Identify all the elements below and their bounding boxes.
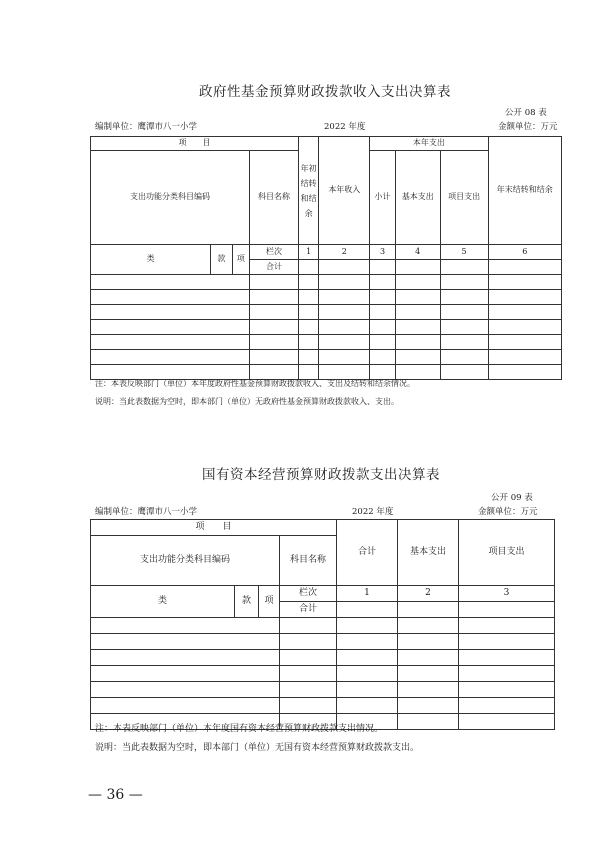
t1-header-project-exp: 项目支出 (440, 151, 488, 245)
t1-cell (488, 260, 561, 275)
t1-col-num: 2 (319, 245, 370, 260)
table2-explain: 说明：当此表数据为空时，即本部门（单位）无国有资本经营预算财政拨款支出。 (95, 743, 420, 753)
t2-lanci: 栏次 (280, 586, 337, 602)
t2-header-lei: 类 (91, 586, 235, 618)
table1 (90, 136, 562, 380)
t2-cell (398, 602, 459, 618)
table-row (91, 305, 562, 320)
t1-cell (298, 260, 318, 275)
table2-amount-unit: 金额单位：万元 (478, 507, 538, 517)
table-row (91, 275, 562, 290)
t1-col-num: 5 (440, 245, 488, 260)
t2-header-kuan: 款 (235, 586, 259, 618)
t2-header-subject-name: 科目名称 (280, 536, 337, 586)
t2-cell (337, 602, 398, 618)
t2-header-project-exp: 项目支出 (459, 520, 555, 586)
t2-header-func-code: 支出功能分类科目编码 (91, 536, 280, 586)
t2-col-num: 1 (337, 586, 398, 602)
table1-amount-unit: 金额单位：万元 (498, 122, 558, 132)
t2-header-total: 合计 (337, 520, 398, 586)
table1-explain: 说明：当此表数据为空时，即本部门（单位）无政府性基金预算财政拨款收入、支出。 (95, 397, 399, 406)
table-row (91, 618, 555, 634)
t1-col-num: 3 (370, 245, 395, 260)
table2-title: 国有资本经营预算财政拨款支出决算表 (202, 467, 440, 483)
table-row (91, 650, 555, 666)
t1-header-func-code: 支出功能分类科目编码 (91, 151, 250, 245)
table-row (91, 666, 555, 682)
table2-year: 2022 年度 (352, 507, 394, 517)
table2-code: 公开 09 表 (491, 493, 533, 503)
table2 (90, 519, 555, 730)
t1-header-xiang: 项 (232, 245, 249, 275)
table-row (91, 350, 562, 365)
t1-header-lei: 类 (91, 245, 211, 275)
t1-col-num: 4 (395, 245, 440, 260)
t1-header-init-balance: 年初结转和结余 (298, 137, 318, 245)
t1-header-kuan: 款 (211, 245, 232, 275)
t1-heji: 合计 (250, 260, 299, 275)
table1-note: 注：本表反映部门（单位）本年度政府性基金预算财政拨款收入、支出及结转和结余情况。 (95, 379, 415, 388)
t1-header-income: 本年收入 (319, 137, 370, 245)
t2-col-num: 3 (459, 586, 555, 602)
table-row (91, 320, 562, 335)
table-row (91, 335, 562, 350)
table1-year: 2022 年度 (324, 122, 366, 132)
table1-title: 政府性基金预算财政拨款收入支出决算表 (199, 84, 451, 100)
t1-cell (319, 260, 370, 275)
table-row (91, 290, 562, 305)
t2-cell (459, 602, 555, 618)
t2-col-num: 2 (398, 586, 459, 602)
table-row (91, 634, 555, 650)
table-row (91, 698, 555, 714)
t1-cell (395, 260, 440, 275)
t2-header-xiang: 项 (259, 586, 280, 618)
table2-unit: 编制单位：鹰潭市八一小学 (95, 507, 198, 517)
t1-col-num: 6 (488, 245, 561, 260)
table1-code: 公开 08 表 (505, 108, 547, 118)
t1-col-num: 1 (298, 245, 318, 260)
t2-heji: 合计 (280, 602, 337, 618)
t1-header-end-balance: 年末结转和结余 (488, 137, 561, 245)
t2-header-project: 项 目 (91, 520, 337, 536)
table1-unit: 编制单位：鹰潭市八一小学 (95, 122, 198, 132)
t1-header-subtotal: 小计 (370, 151, 395, 245)
t1-lanci: 栏次 (250, 245, 299, 260)
table2-note: 注：本表反映部门（单位）本年度国有资本经营预算财政拨款支出情况。 (95, 724, 384, 734)
page-number: — 36 — (88, 787, 143, 803)
t1-header-project: 项 目 (91, 137, 299, 151)
t1-header-basic: 基本支出 (395, 151, 440, 245)
t1-cell (440, 260, 488, 275)
t2-header-basic: 基本支出 (398, 520, 459, 586)
t1-cell (370, 260, 395, 275)
table-row (91, 682, 555, 698)
t1-header-subject-name: 科目名称 (250, 151, 299, 245)
t1-header-expense: 本年支出 (370, 137, 488, 151)
